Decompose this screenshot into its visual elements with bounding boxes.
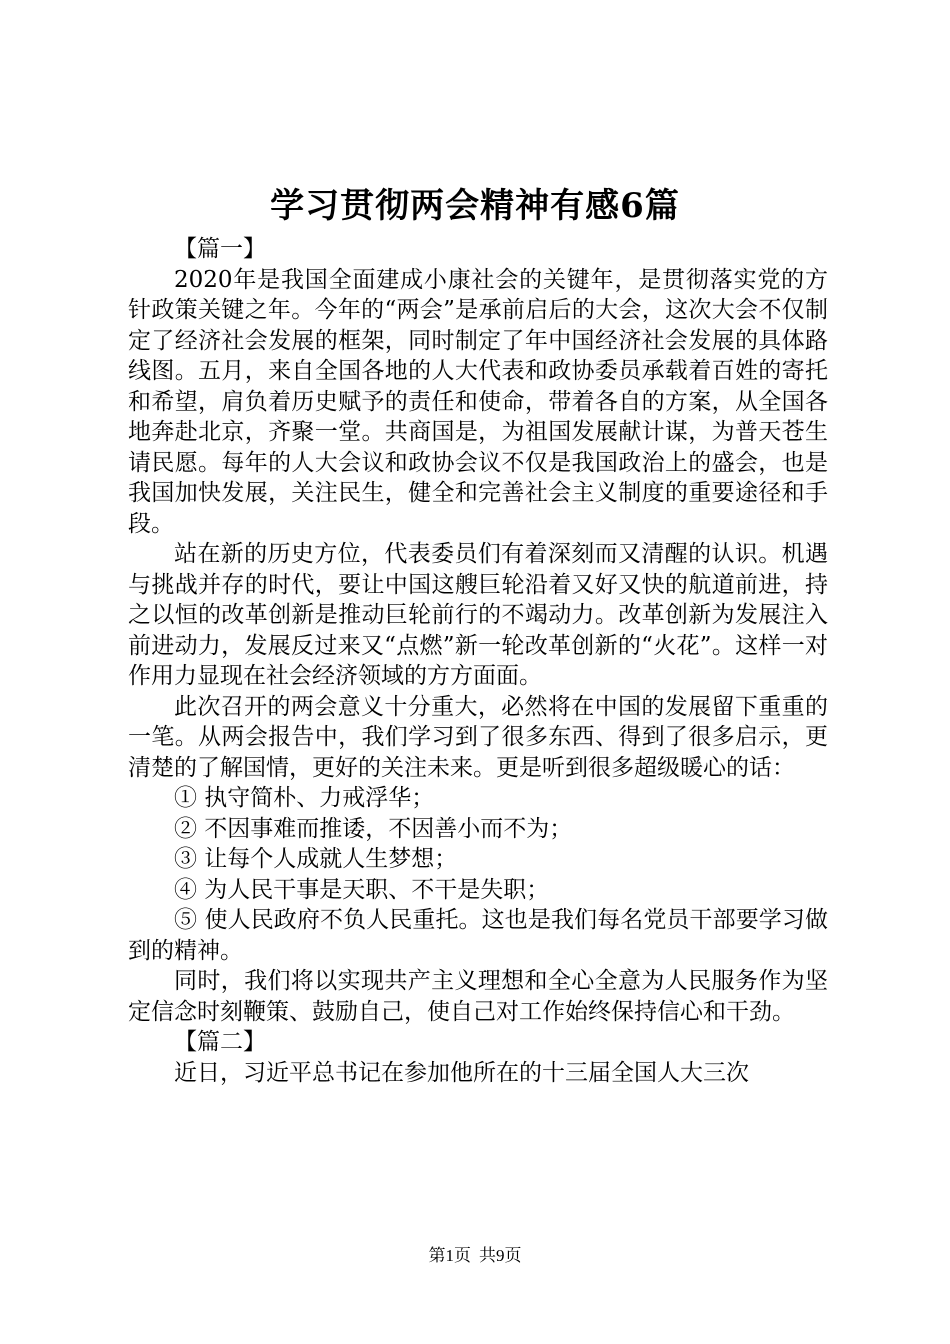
page-footer	[0, 1241, 950, 1266]
list-item: ④ 为人民干事是天职、不干是失职；	[174, 876, 550, 903]
page-number: 第1页	[428, 1246, 471, 1265]
section-heading: 【篇二】	[174, 1029, 266, 1055]
page-total: 共9页	[479, 1246, 522, 1265]
paragraph: 此次召开的两会意义十分重大，必然将在中国的发展留下重重的一笔。从两会报告中，我们学习到了很多东西、得到了很多启示，更清楚的了解国情，更好的关注未来。更是听到很多超级暖心的话：	[128, 693, 828, 781]
document-body	[128, 234, 828, 1088]
paragraph: 站在新的历史方位，代表委员们有着深刻而又清醒的认识。机遇与挑战并存的时代，要让中国这艘巨轮沿着又好又快的航道前进，持之以恒的改革创新是推动巨轮前行的不竭动力。改革创新为发展注入前进动力，发展反过来又“点燃”新一轮改革创新的“火花”。这样一对作用力显现在社会经济领域的方方面面。	[128, 541, 828, 689]
paragraph: 2020年是我国全面建成小康社会的关键年，是贯彻落实党的方针政策关键之年。今年的“两会”是承前启后的大会，这次大会不仅制定了经济社会发展的框架，同时制定了年中国经济社会发展的具体路线图。五月，来自全国各地的人大代表和政协委员承载着百姓的寄托和希望，肩负着历史赋予的责任和使命，带着各自的方案，从全国各地奔赴北京，齐聚一堂。共商国是，为祖国发展献计谋，为普天苍生请民愿。每年的人大会议和政协会议不仅是我国政治上的盛会，也是我国加快发展，关注民生，健全和完善社会主义制度的重要途径和手段。	[128, 266, 828, 537]
paragraph: 近日，习近平总书记在参加他所在的十三届全国人大三次	[174, 1059, 749, 1086]
list-item: ① 执守简朴、力戒浮华；	[174, 785, 435, 811]
list-item: ② 不因事难而推诿，不因善小而不为；	[174, 815, 573, 842]
document-title: 学习贯彻两会精神有感6篇	[270, 186, 680, 226]
list-item: ⑤ 使人民政府不负人民重托。这也是我们每名党员干部要学习做到的精神。	[128, 907, 828, 964]
section-heading: 【篇一】	[174, 236, 266, 262]
list-item: ③ 让每个人成就人生梦想；	[174, 846, 458, 872]
paragraph: 同时，我们将以实现共产主义理想和全心全意为人民服务作为坚定信念时刻鞭策、鼓励自己，使自己对工作始终保持信心和干劲。	[128, 968, 828, 1025]
